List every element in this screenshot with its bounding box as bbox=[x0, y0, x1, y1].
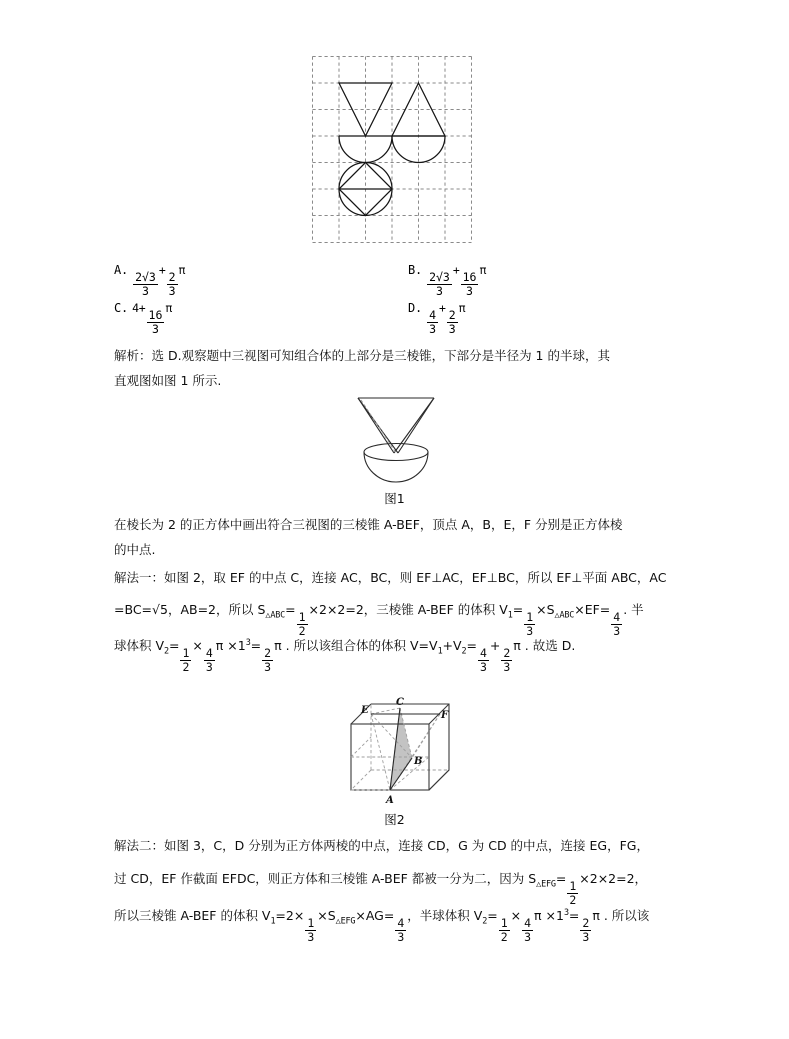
option-b-tail: π bbox=[479, 263, 487, 277]
figure-2 bbox=[337, 694, 461, 806]
solution1-line-3 bbox=[114, 636, 680, 674]
option-a-label: A. bbox=[114, 263, 129, 277]
option-b-label: B. bbox=[408, 263, 423, 277]
s1l2-sub2: 1 bbox=[507, 610, 513, 621]
s2l3-frac1: $\frac{1}{3}$ bbox=[307, 915, 315, 945]
s1l2-e: ×S bbox=[536, 602, 555, 617]
statement-line-1: 在棱长为 2 的正方体中画出符合三视图的三棱锥 A-BEF，顶点 A，B，E，F 分别是正方体棱 bbox=[114, 517, 623, 532]
shaded-face bbox=[390, 708, 412, 790]
option-d-frac2: $\frac{2}{3}$ bbox=[448, 307, 456, 337]
s2l3-g: × bbox=[510, 908, 522, 923]
s1l3-h: = bbox=[466, 638, 477, 653]
option-d-tail: π bbox=[458, 301, 466, 315]
s1l2-sub1: △ABC bbox=[265, 610, 286, 621]
s2l3-i: = bbox=[568, 908, 580, 923]
option-c-frac: $\frac{16}{3}$ bbox=[148, 307, 163, 337]
three-view-svg bbox=[312, 56, 472, 243]
option-d-op: + bbox=[439, 301, 446, 315]
s2l3-sub2: △EFG bbox=[335, 916, 356, 927]
s1l3-sub2: 1 bbox=[437, 646, 443, 657]
s1l2-g: . 半 bbox=[623, 602, 644, 617]
s1l3-e: = bbox=[250, 638, 262, 653]
s2l2-b: = bbox=[555, 871, 567, 886]
s2l3-frac4: $\frac{4}{3}$ bbox=[524, 915, 532, 945]
s2l3-b: =2× bbox=[275, 908, 305, 923]
s1l3-g: +V bbox=[442, 638, 462, 653]
option-c-label: C. bbox=[114, 301, 129, 315]
figure-1-caption: 图1 bbox=[384, 491, 405, 506]
option-a-op: + bbox=[158, 263, 166, 277]
s1l3-b: = bbox=[168, 638, 180, 653]
s1l3-j: π . 故选 D. bbox=[513, 638, 576, 653]
option-c-tail: π bbox=[165, 301, 173, 315]
s2l3-e: ，半球体积 V bbox=[407, 908, 483, 923]
option-a-frac1: $\frac{2√3}{3}$ bbox=[135, 269, 156, 299]
s2l3-frac5: $\frac{2}{3}$ bbox=[582, 915, 590, 945]
solution1-line-1: 解法一：如图 2，取 EF 的中点 C，连接 AC，BC，则 EF⊥AC，EF⊥BC，所以 EF⊥平面 ABC，AC bbox=[114, 570, 667, 585]
analysis-line-2: 直观图如图 1 所示. bbox=[114, 373, 222, 388]
s2l3-j: π . 所以该 bbox=[592, 908, 650, 923]
s1l2-a: =BC=√5，AB=2，所以 S bbox=[114, 602, 266, 617]
s1l2-f: ×EF= bbox=[574, 602, 611, 617]
figure-1-svg bbox=[336, 392, 456, 484]
figure-2-label-A: A bbox=[386, 795, 394, 806]
s1l3-d: π ×1 bbox=[215, 638, 246, 653]
s2l3-sub1: 1 bbox=[270, 916, 276, 927]
s2l3-sup: 3 bbox=[563, 907, 569, 918]
s1l3-sub3: 2 bbox=[461, 646, 467, 657]
figure-2-label-E: E bbox=[361, 705, 369, 716]
s2l2-frac1: $\frac{1}{2}$ bbox=[569, 878, 577, 908]
figure-1 bbox=[336, 392, 456, 484]
option-b-frac2: $\frac{16}{3}$ bbox=[462, 269, 477, 299]
s1l2-frac3: $\frac{4}{3}$ bbox=[613, 609, 621, 639]
statement-line-2: 的中点. bbox=[114, 542, 156, 557]
solution1-line-2 bbox=[114, 600, 680, 638]
option-c[interactable] bbox=[114, 300, 172, 336]
s1l3-frac3: $\frac{2}{3}$ bbox=[264, 645, 272, 675]
s1l2-sub3: △ABC bbox=[554, 610, 575, 621]
s1l3-sub1: 2 bbox=[164, 646, 169, 657]
three-view-figure bbox=[312, 56, 472, 243]
s2l3-frac3: $\frac{1}{2}$ bbox=[500, 915, 508, 945]
figure-2-label-B: B bbox=[414, 756, 423, 767]
s1l3-i: + bbox=[489, 638, 501, 653]
s1l2-b: = bbox=[285, 602, 296, 617]
figure-2-caption: 图2 bbox=[384, 812, 405, 827]
s2l3-a: 所以三棱锥 A-BEF 的体积 V bbox=[114, 908, 271, 923]
option-b[interactable] bbox=[408, 262, 486, 298]
solution2-line-3 bbox=[114, 906, 680, 944]
s1l2-frac2: $\frac{1}{3}$ bbox=[526, 609, 534, 639]
option-d-frac1: $\frac{4}{3}$ bbox=[429, 307, 436, 337]
s2l3-frac2: $\frac{4}{3}$ bbox=[397, 915, 405, 945]
s2l3-f: = bbox=[487, 908, 498, 923]
s2l3-d: ×AG= bbox=[355, 908, 395, 923]
s1l3-sup: 3 bbox=[245, 637, 251, 648]
figure-2-label-C: C bbox=[396, 697, 404, 708]
grid-lines bbox=[313, 57, 472, 243]
s2l3-sub3: 2 bbox=[482, 916, 488, 927]
figure-2-svg bbox=[337, 694, 461, 806]
s1l3-frac2: $\frac{4}{3}$ bbox=[205, 645, 213, 675]
option-b-op: + bbox=[452, 263, 460, 277]
solution2-line-2 bbox=[114, 869, 680, 907]
s1l2-frac1: $\frac{1}{2}$ bbox=[298, 609, 306, 639]
s1l2-d: = bbox=[512, 602, 524, 617]
s1l3-frac5: $\frac{2}{3}$ bbox=[503, 645, 511, 675]
s2l2-a: 过 CD，EF 作截面 EFDC，则正方体和三棱锥 A-BEF 都被一分为二，因为 S bbox=[114, 871, 537, 886]
s2l2-c: ×2×2=2， bbox=[579, 871, 648, 886]
analysis-line-1: 解析：选 D.观察题中三视图可知组合体的上部分是三棱锥，下部分是半径为 1 的半球，其 bbox=[114, 348, 610, 363]
option-d[interactable] bbox=[408, 300, 465, 336]
s1l3-frac4: $\frac{4}{3}$ bbox=[479, 645, 487, 675]
s2l3-c: ×S bbox=[317, 908, 336, 923]
s1l3-frac1: $\frac{1}{2}$ bbox=[182, 645, 190, 675]
option-a[interactable] bbox=[114, 262, 185, 298]
s2l2-sub1: △EFG bbox=[536, 879, 556, 890]
option-d-label: D. bbox=[408, 301, 423, 315]
option-a-tail: π bbox=[178, 263, 186, 277]
option-b-frac1: $\frac{2√3}{3}$ bbox=[429, 269, 450, 299]
s2l3-h: π ×1 bbox=[534, 908, 564, 923]
s1l3-c: × bbox=[192, 638, 203, 653]
figure-2-label-F: F bbox=[441, 710, 449, 721]
option-a-frac2: $\frac{2}{3}$ bbox=[168, 269, 176, 299]
option-c-lead: 4+ bbox=[132, 301, 146, 315]
s1l3-f: π . 所以该组合体的体积 V=V bbox=[274, 638, 438, 653]
s1l2-c: ×2×2=2，三棱锥 A-BEF 的体积 V bbox=[308, 602, 508, 617]
s1l3-a: 球体积 V bbox=[114, 638, 165, 653]
solution2-line-1: 解法二：如图 3，C，D 分别为正方体两棱的中点，连接 CD，G 为 CD 的中点，连接 EG，FG， bbox=[114, 838, 649, 853]
